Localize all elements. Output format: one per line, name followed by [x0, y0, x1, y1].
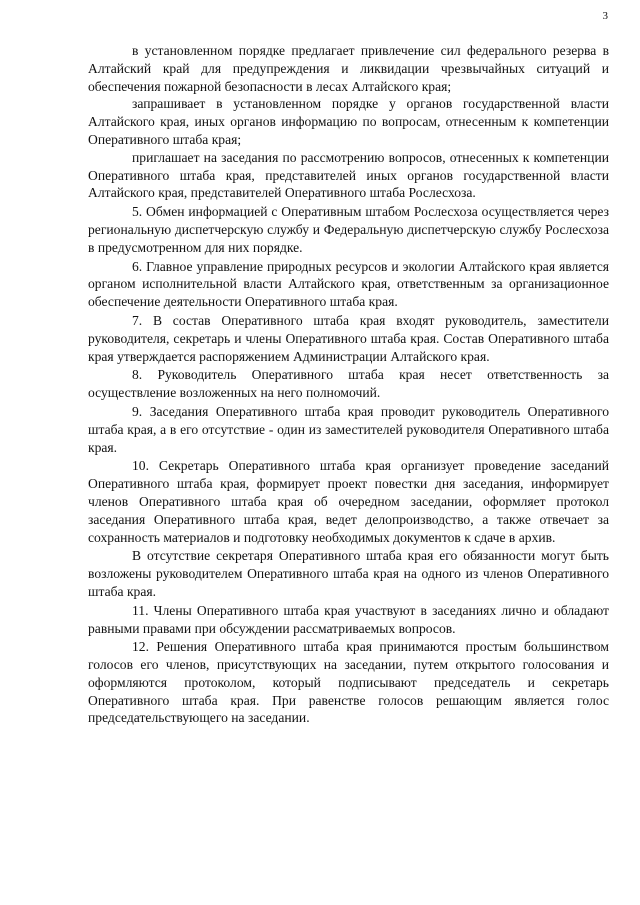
paragraph-secretary-absence: В отсутствие секретаря Оперативного штаба края его обязанности могут быть возложены руководителем Оперативного штаба края на одного из членов Оперативного штаба края.: [88, 548, 609, 599]
paragraph-item-10: 10. Секретарь Оперативного штаба края организует проведение заседаний Оперативного штаба края, формирует проект повестки дня заседания, информирует членов Оперативного штаба края об очередном заседании, оформляет протокол заседания Оперативного штаба края, ведет делопроизводство, а также отвечает за сохранность материалов и подготовку необходимых документов к сдаче в архив.: [88, 458, 609, 545]
paragraph-item-7: 7. В состав Оперативного штаба края входят руководитель, заместители руководителя, секретарь и члены Оперативного штаба края. Состав Оперативного штаба края утверждается распоряжением Администрации Алтайского края.: [88, 312, 609, 364]
paragraph-invites-representatives: приглашает на заседания по рассмотрению вопросов, отнесенных к компетенции Оперативного штаба края, представителей иных органов государственной власти Алтайского края, представителей Оперативного штаба Рослесхоза.: [88, 149, 609, 201]
paragraph-federal-reserve: в установленном порядке предлагает привлечение сил федерального резерва в Алтайский край для предупреждения и ликвидации чрезвычайных ситуаций и обеспечения пожарной безопасности в лесах Алтайского края;: [88, 43, 609, 94]
paragraph-item-6: 6. Главное управление природных ресурсов и экологии Алтайского края является органом исполнительной власти Алтайского края, ответственным за организационное обеспечение деятельности Оперативного штаба края.: [88, 258, 609, 310]
paragraph-requests-information: запрашивает в установленном порядке у органов государственной власти Алтайского края, иных органов информацию по вопросам, отнесенным к компетенции Оперативного штаба края;: [88, 96, 609, 147]
paragraph-item-5: 5. Обмен информацией с Оперативным штабом Рослесхоза осуществляется через региональную диспетчерскую службу и Федеральную диспетчерскую службу Рослесхоза в предусмотренном для них порядке.: [88, 204, 609, 255]
document-body: [88, 42, 609, 727]
paragraph-item-8: 8. Руководитель Оперативного штаба края несет ответственность за осуществление возложенных на него полномочий.: [88, 367, 609, 401]
page-number: 3: [602, 10, 608, 22]
paragraph-item-12: 12. Решения Оперативного штаба края принимаются простым большинством голосов его членов, присутствующих на заседании, путем открытого голосования и оформляются протоколом, который подписывают председатель и секретарь Оперативного штаба края. При равенстве голосов решающим является голос председательствующего на заседании.: [88, 639, 609, 726]
paragraph-item-11: 11. Члены Оперативного штаба края участвуют в заседаниях лично и обладают равными правами при обсуждении рассматриваемых вопросов.: [88, 602, 609, 636]
paragraph-item-9: 9. Заседания Оперативного штаба края проводит руководитель Оперативного штаба края, а в его отсутствие - один из заместителей руководителя Оперативного штаба края.: [88, 403, 609, 455]
